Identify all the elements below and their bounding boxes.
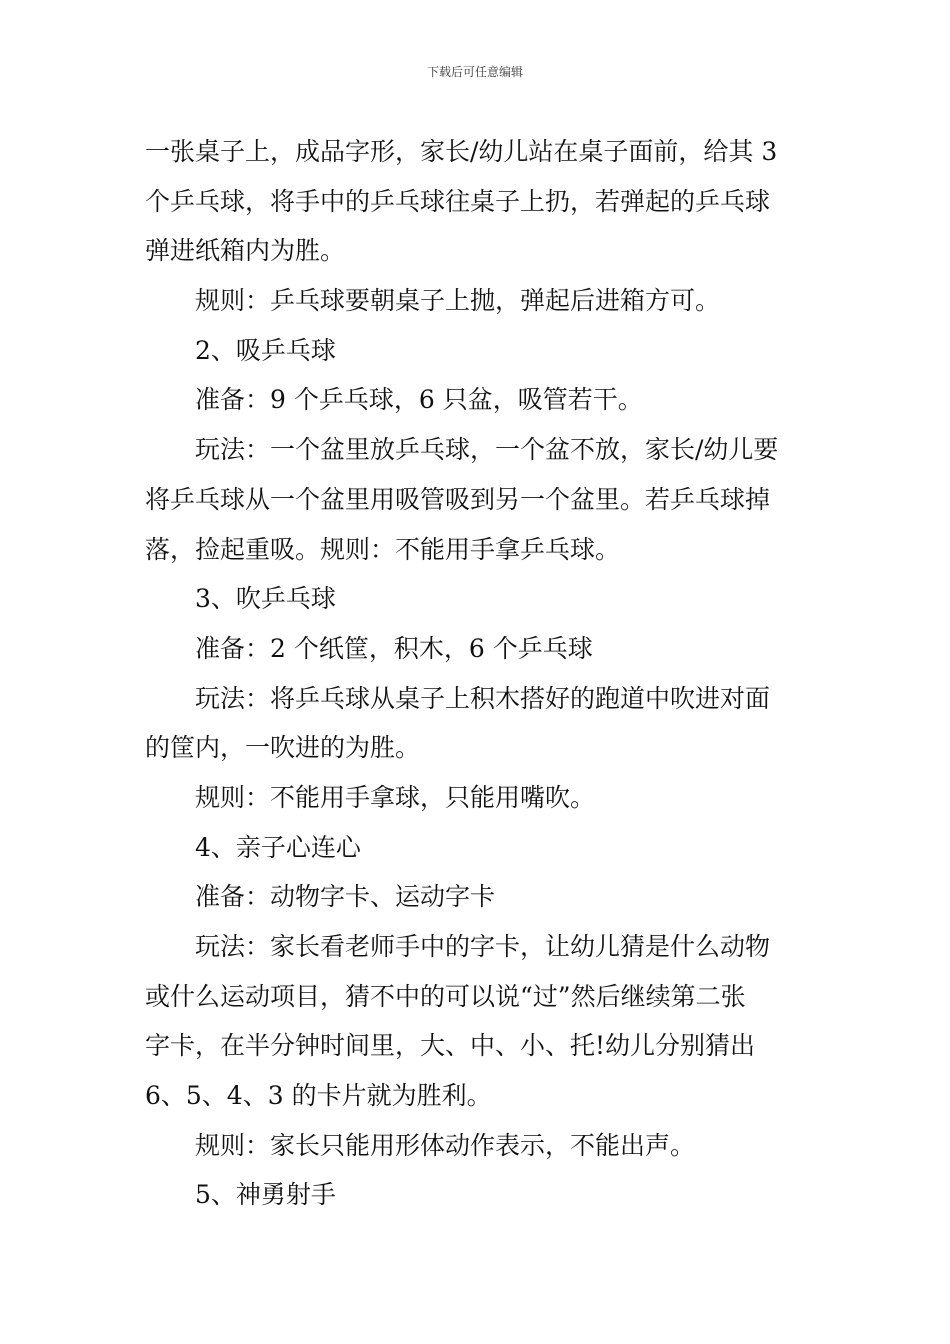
rule-line: 规则：乒乓球要朝桌子上抛，弹起后进箱方可。 xyxy=(195,286,721,316)
page-header-note: 下载后可任意编辑 xyxy=(426,65,523,79)
document-body xyxy=(145,127,810,1220)
body-line: 个乒乓球，将手中的乒乓球往桌子上扔，若弹起的乒乓球 xyxy=(145,186,771,216)
preparation-line: 准备：动物字卡、运动字卡 xyxy=(195,882,496,912)
section-heading: 4、亲子心连心 xyxy=(195,832,361,862)
preparation-line: 准备：9 个乒乓球，6 只盆，吸管若干。 xyxy=(195,385,643,415)
gameplay-line: 玩法：一个盆里放乒乓球，一个盆不放，家长/幼儿要 xyxy=(195,435,779,465)
preparation-line: 准备：2 个纸筐，积木，6 个乒乓球 xyxy=(195,633,593,663)
rule-line: 规则：不能用手拿球，只能用嘴吹。 xyxy=(195,782,596,812)
section-heading: 5、神勇射手 xyxy=(195,1180,336,1210)
body-line: 6、5、4、3 的卡片就为胜利。 xyxy=(145,1081,492,1111)
gameplay-line: 玩法：将乒乓球从桌子上积木搭好的跑道中吹进对面 xyxy=(195,683,771,713)
body-line: 落，捡起重吸。规则：不能用手拿乒乓球。 xyxy=(145,534,621,564)
body-line: 字卡，在半分钟时间里，大、中、小、托!幼儿分别猜出 xyxy=(145,1031,756,1061)
rule-line: 规则：家长只能用形体动作表示，不能出声。 xyxy=(195,1130,696,1160)
body-line: 弹进纸箱内为胜。 xyxy=(145,236,346,266)
section-heading: 3、吹乒乓球 xyxy=(195,584,336,614)
body-line: 或什么运动项目，猜不中的可以说“过”然后继续第二张 xyxy=(145,981,746,1011)
body-line: 一张桌子上，成品字形，家长/幼儿站在桌子面前，给其 3 xyxy=(145,137,778,166)
section-heading: 2、吸乒乓球 xyxy=(195,335,336,365)
body-line: 的筐内，一吹进的为胜。 xyxy=(145,733,421,763)
body-line: 将乒乓球从一个盆里用吸管吸到另一个盆里。若乒乓球掉 xyxy=(145,484,771,514)
gameplay-line: 玩法：家长看老师手中的字卡，让幼儿猜是什么动物 xyxy=(195,932,771,961)
